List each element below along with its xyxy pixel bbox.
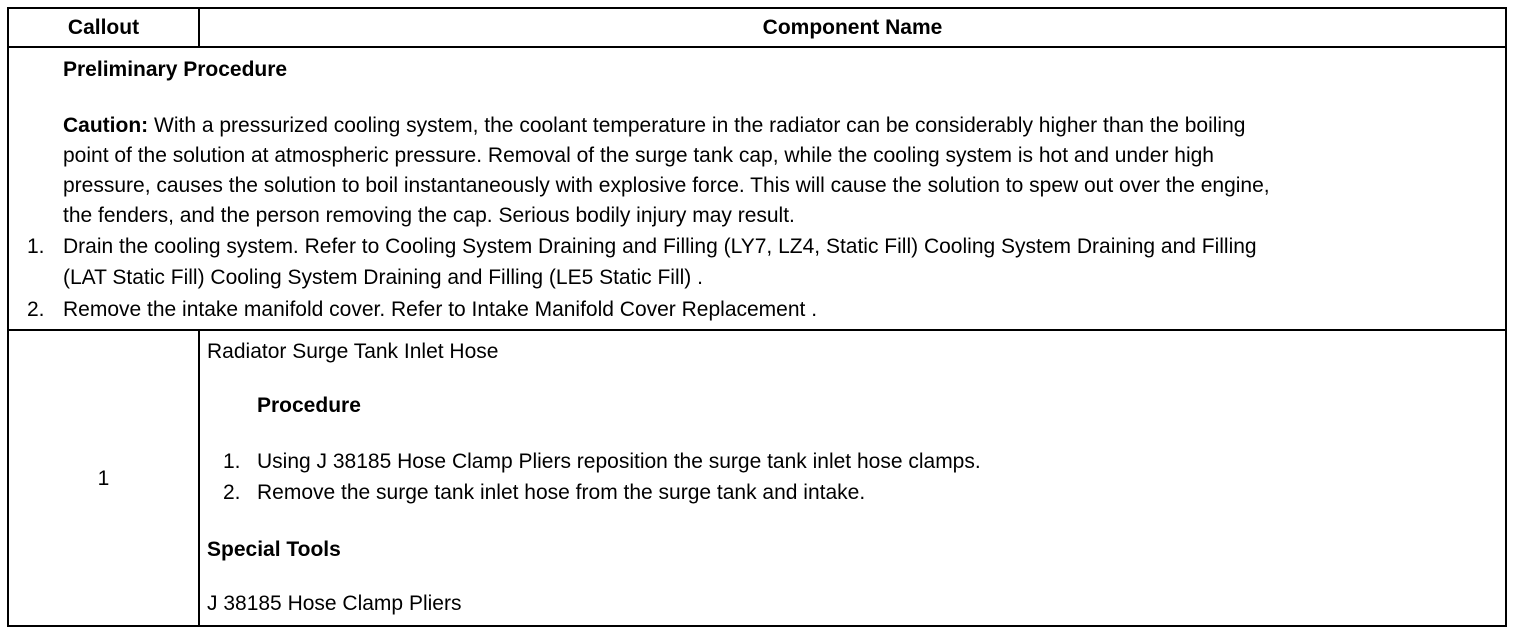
step-number: 1.: [27, 235, 45, 258]
procedure-title: Procedure: [257, 394, 361, 417]
step-number: 2.: [27, 298, 45, 321]
step-number: 1.: [223, 450, 241, 473]
special-tool-item: J 38185 Hose Clamp Pliers: [207, 592, 462, 615]
header-component-name: Component Name: [762, 16, 943, 39]
step-1-line-2: (LAT Static Fill) Cooling System Draining and Filling (LE5 Static Fill) .: [63, 266, 703, 289]
step-2-line-1: Remove the intake manifold cover. Refer to Intake Manifold Cover Replacement .: [63, 298, 818, 321]
step-1-line-1: Drain the cooling system. Refer to Cooling System Draining and Filling (LY7, LZ4, Static Fill) Cooling System Draining and Filling: [63, 235, 1257, 258]
caution-line-1: [63, 111, 1245, 141]
caution-line-2: point of the solution at atmospheric pressure. Removal of the surge tank cap, while the cooling system is hot and under high: [63, 144, 1214, 167]
caution-line-4: the fenders, and the person removing the cap. Serious bodily injury may result.: [63, 204, 795, 227]
special-tools-title: Special Tools: [207, 538, 341, 561]
procedure-step-2: Remove the surge tank inlet hose from the surge tank and intake.: [257, 481, 866, 504]
component-name: Radiator Surge Tank Inlet Hose: [207, 340, 499, 363]
caution-text: With a pressurized cooling system, the coolant temperature in the radiator can be considerably higher than the boiling: [154, 114, 1246, 137]
preliminary-procedure-row: [9, 48, 1505, 331]
table-row: [9, 331, 1505, 625]
caution-label: Caution:: [63, 114, 149, 137]
procedure-step-1: Using J 38185 Hose Clamp Pliers reposition the surge tank inlet hose clamps.: [257, 450, 981, 473]
callout-number: 1: [97, 467, 110, 490]
header-callout: Callout: [9, 9, 200, 46]
component-table: [7, 7, 1507, 627]
preliminary-title: Preliminary Procedure: [63, 58, 288, 81]
table-header: [9, 9, 1505, 48]
caution-line-3: pressure, causes the solution to boil instantaneously with explosive force. This will cause the solution to spew out over the engine,: [63, 174, 1270, 197]
callout-cell: [9, 331, 200, 625]
step-number: 2.: [223, 481, 241, 504]
